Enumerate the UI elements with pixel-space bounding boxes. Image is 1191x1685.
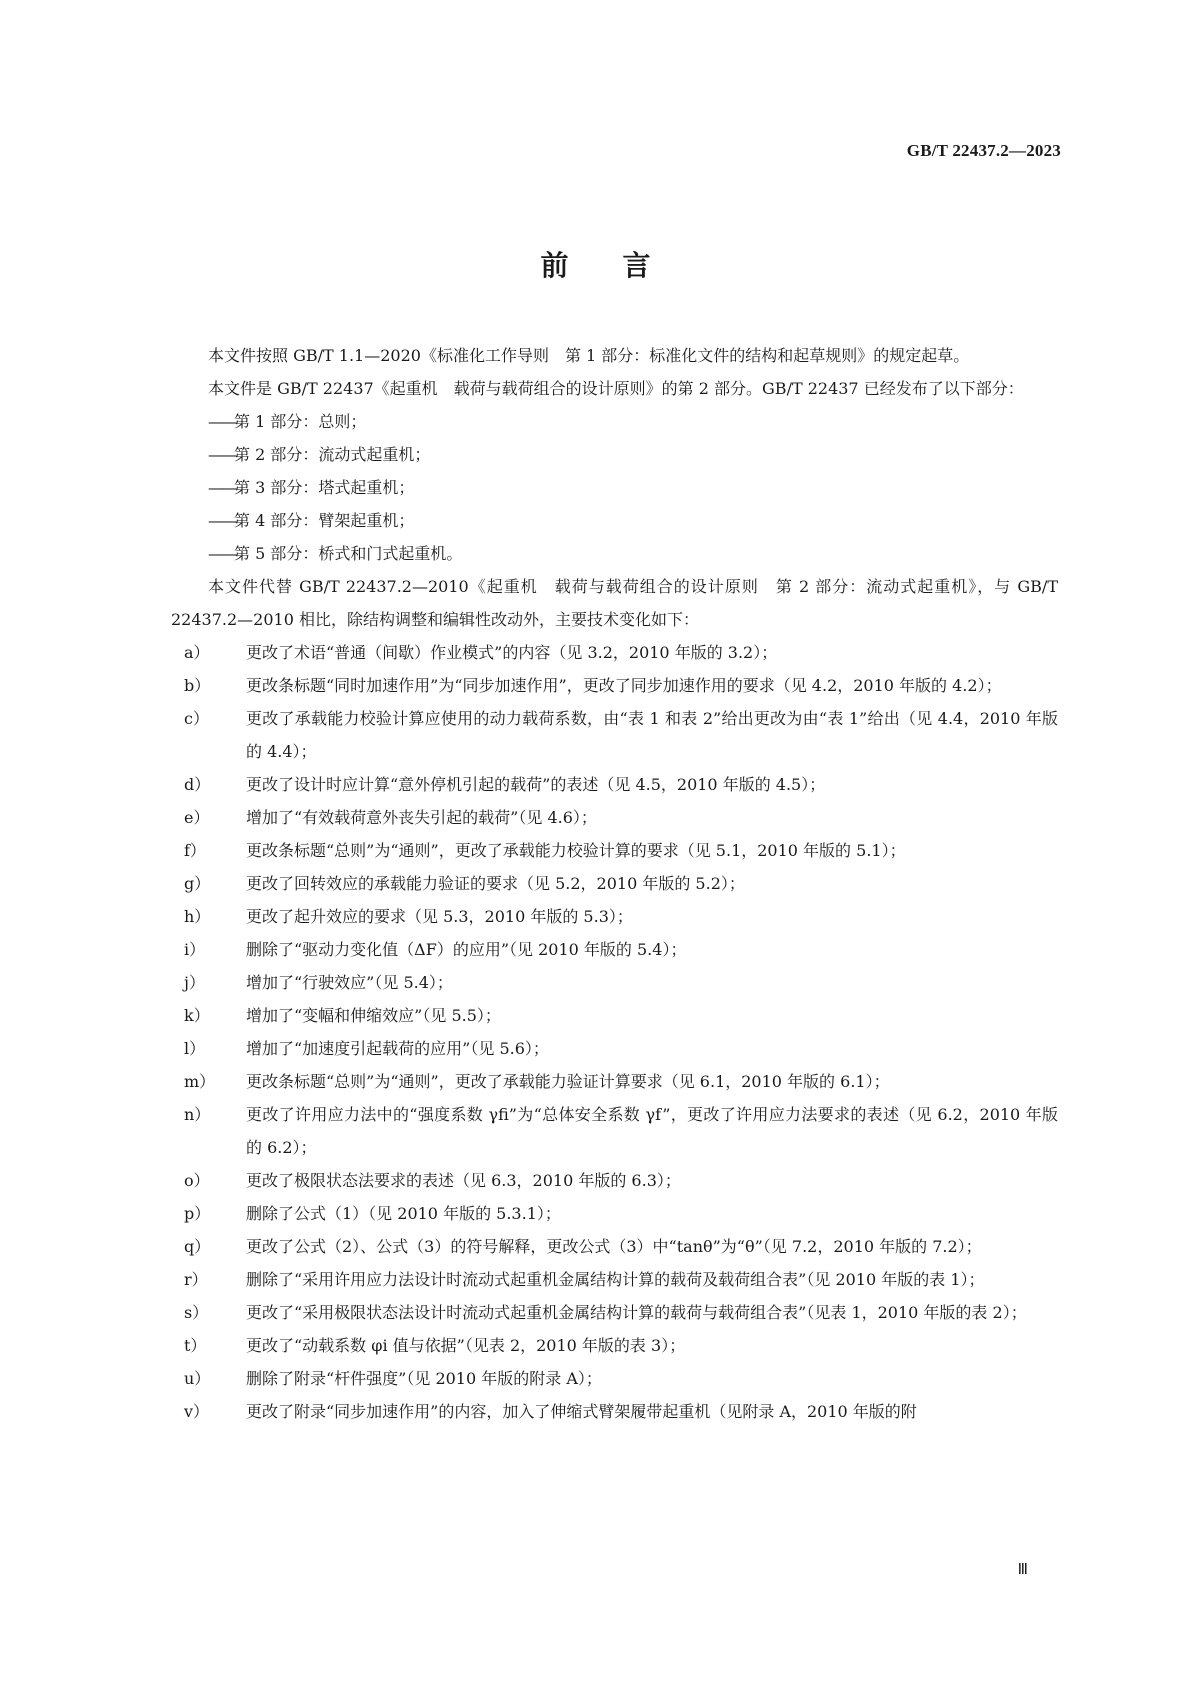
preface-body xyxy=(171,339,1058,1428)
document-code: GB/T 22437.2—2023 xyxy=(906,141,1061,160)
parts-list xyxy=(171,405,1058,570)
change-item: t） 更改了“动载系数 φi 值与依据”（见表 2，2010 年版的表 3）； xyxy=(184,1336,686,1355)
change-item: p） 删除了公式（1）（见 2010 年版的 5.3.1）； xyxy=(184,1204,561,1223)
change-item: u） 删除了附录“杆件强度”（见 2010 年版的附录 A）； xyxy=(184,1369,602,1388)
change-item: h） 更改了起升效应的要求（见 5.3，2010 年版的 5.3）； xyxy=(184,907,633,926)
change-item: e） 增加了“有效载荷意外丧失引起的载荷”（见 4.6）； xyxy=(184,808,597,827)
paragraph-series-parts: 本文件是 GB/T 22437《起重机 载荷与载荷组合的设计原则》的第 2 部分。GB/T 22437 已经发布了以下部分： xyxy=(208,379,1024,398)
part-item: ——第 4 部分：臂架起重机； xyxy=(208,511,415,530)
change-item: g） 更改了回转效应的承载能力验证的要求（见 5.2，2010 年版的 5.2）； xyxy=(184,874,745,893)
part-item: ——第 1 部分：总则； xyxy=(208,412,367,431)
change-item: i） 删除了“驱动力变化值（ΔF）的应用”（见 2010 年版的 5.4）； xyxy=(184,940,687,959)
technical-changes-list xyxy=(171,636,1058,1428)
change-item: f） 更改条标题“总则”为“通则”，更改了承载能力校验计算的要求（见 5.1，2010 年版的 5.1）； xyxy=(184,841,906,860)
change-item: m） 更改条标题“总则”为“通则”，更改了承载能力验证计算要求（见 6.1，2010 年版的 6.1）； xyxy=(184,1072,890,1091)
change-item: j） 增加了“行驶效应”（见 5.4）； xyxy=(184,973,453,992)
paragraph-replaces: 本文件代替 GB/T 22437.2—2010《起重机 载荷与载荷组合的设计原则 第 2 部分：流动式起重机》，与 GB/T 22437.2—2010 相比，除结构调整和编辑性改动外，主要技术变化如下： xyxy=(171,577,1058,629)
paragraph-drafting-rules: 本文件按照 GB/T 1.1—2020《标准化工作导则 第 1 部分：标准化文件的结构和起草规则》的规定起草。 xyxy=(208,346,970,365)
change-item: c） 更改了承载能力校验计算应使用的动力载荷系数，由“表 1 和表 2”给出更改为由“表 1”给出（见 4.4，2010 年版的 4.4）； xyxy=(184,709,1058,761)
change-item: q） 更改了公式（2）、公式（3）的符号解释，更改公式（3）中“tanθ”为“θ”（见 7.2，2010 年版的 7.2）； xyxy=(184,1237,982,1256)
change-item: b） 更改条标题“同时加速作用”为“同步加速作用”，更改了同步加速作用的要求（见 4.2，2010 年版的 4.2）； xyxy=(184,676,1002,695)
change-item: s） 更改了“采用极限状态法设计时流动式起重机金属结构计算的载荷与载荷组合表”（见表 1，2010 年版的表 2）； xyxy=(184,1303,1027,1322)
change-item: o） 更改了极限状态法要求的表述（见 6.3，2010 年版的 6.3）； xyxy=(184,1171,681,1190)
change-item: k） 增加了“变幅和伸缩效应”（见 5.5）； xyxy=(184,1006,501,1025)
page-number: Ⅲ xyxy=(1017,1562,1028,1578)
page-title: 前言 xyxy=(540,249,705,282)
change-item: r） 删除了“采用许用应力法设计时流动式起重机金属结构计算的载荷及载荷组合表”（见 2010 年版的表 1）； xyxy=(184,1270,985,1289)
part-item: ——第 2 部分：流动式起重机； xyxy=(208,445,431,464)
part-item: ——第 3 部分：塔式起重机； xyxy=(208,478,415,497)
change-item: d） 更改了设计时应计算“意外停机引起的载荷”的表述（见 4.5，2010 年版的 4.5）； xyxy=(184,775,826,794)
change-item: v） 更改了附录“同步加速作用”的内容，加入了伸缩式臂架履带起重机（见附录 A，2010 年版的附 xyxy=(184,1402,917,1421)
change-item: n） 更改了许用应力法中的“强度系数 γfi”为“总体安全系数 γf”，更改了许用应力法要求的表述（见 6.2，2010 年版的 6.2）； xyxy=(184,1105,1058,1157)
change-item: l） 增加了“加速度引起载荷的应用”（见 5.6）； xyxy=(184,1039,549,1058)
change-item: a） 更改了术语“普通（间歇）作业模式”的内容（见 3.2，2010 年版的 3.2）； xyxy=(184,643,778,662)
part-item: ——第 5 部分：桥式和门式起重机。 xyxy=(208,544,463,563)
